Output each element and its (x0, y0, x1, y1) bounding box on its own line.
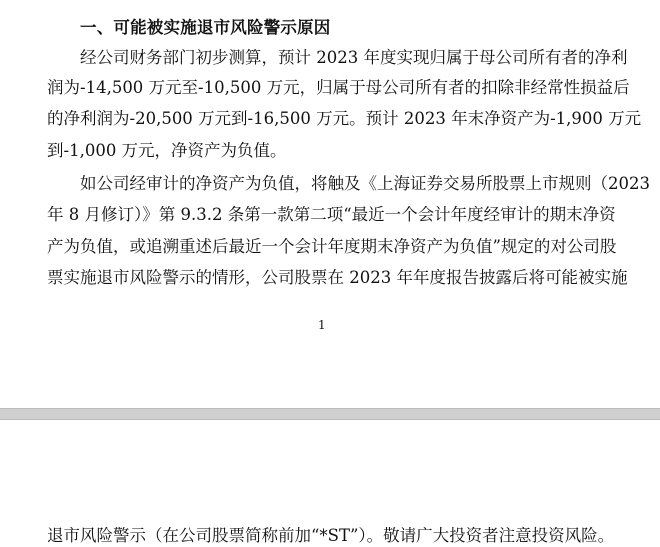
next-page-line-1: 退市风险警示（在公司股票简称前加“*ST”）。敬请广大投资者注意投资风险。 (47, 526, 615, 545)
paragraph-1-line-3: 的净利润为-20,500 万元到-16,500 万元。预计 2023 年末净资产为-1,900 万元 (47, 109, 642, 128)
paragraph-1-line-4: 到-1,000 万元，净资产为负值。 (47, 141, 287, 160)
page-separator (0, 408, 660, 420)
document-page (0, 420, 660, 547)
paragraph-2-line-2: 年 8 月修订）》第 9.3.2 条第一款第二项“最近一个会计年度经审计的期末净资 (47, 205, 616, 224)
paragraph-2-line-3: 产为负值，或追溯重述后最近一个会计年度期末净资产为负值”规定的对公司股 (47, 237, 617, 256)
paragraph-1-line-2: 润为-14,500 万元至-10,500 万元，归属于母公司所有者的扣除非经常性损益后 (47, 78, 630, 97)
section-heading: 一、可能被实施退市风险警示原因 (80, 18, 331, 37)
paragraph-1-line-1: 经公司财务部门初步测算，预计 2023 年度实现归属于母公司所有者的净利 (80, 48, 628, 67)
paragraph-2-line-4: 票实施退市风险警示的情形，公司股票在 2023 年年度报告披露后将可能被实施 (47, 268, 628, 287)
page-number: 1 (318, 318, 326, 332)
paragraph-2-line-1: 如公司经审计的净资产为负值，将触及《上海证券交易所股票上市规则（2023 (80, 174, 650, 193)
